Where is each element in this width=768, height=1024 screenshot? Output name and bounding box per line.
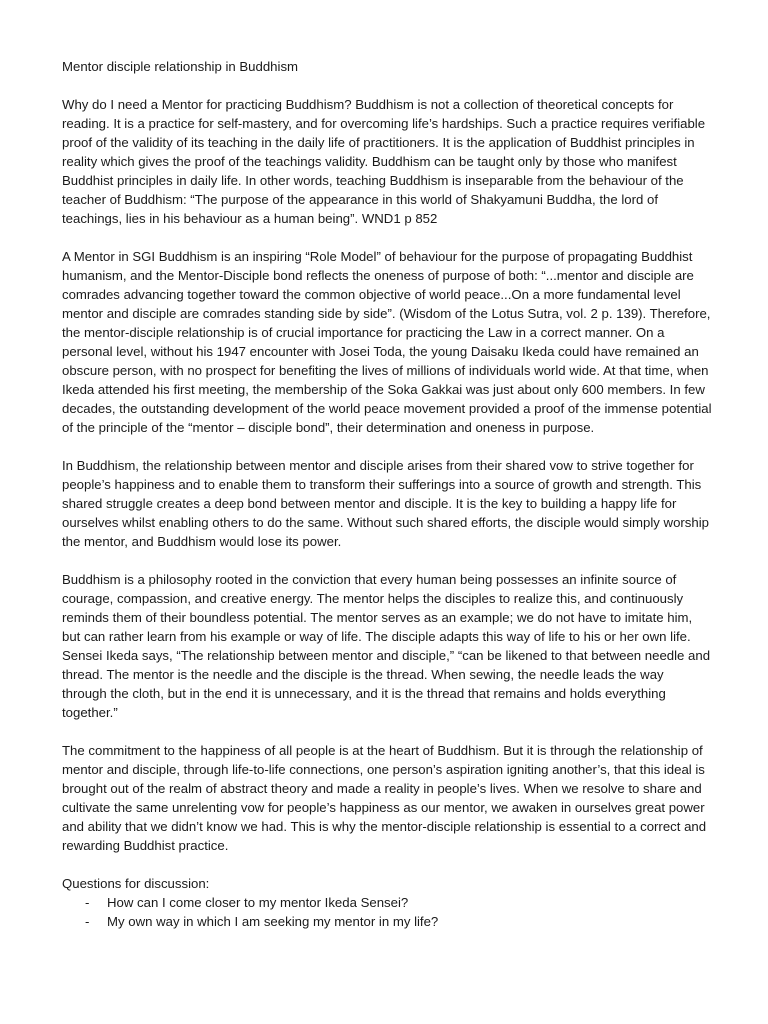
paragraph-commitment: The commitment to the happiness of all people is at the heart of Buddhism. But it is through the relationship of mentor and disciple, through life-to-life connections, one person’s aspiration igniting another’s, that this ideal is brought out of the realm of abstract theory and made a reality in people’s lives. When we resolve to share and cultivate the same unrelenting vow for people’s happiness as our mentor, we awaken in ourselves great power and ability that we didn’t know we had. This is why the mentor-disciple relationship is essential to a correct and rewarding Buddhist practice. bbox=[62, 743, 707, 853]
question-text: My own way in which I am seeking my mentor in my life? bbox=[107, 914, 439, 929]
paragraph-role-model: A Mentor in SGI Buddhism is an inspiring “Role Model” of behaviour for the purpose of propagating Buddhist humanism, and the Mentor-Disciple bond reflects the oneness of purpose of both: “...mentor and disciple are comrades advancing together toward the common objective of world peace...On a more fundamental level mentor and disciple are comrades standing side by side”. (Wisdom of the Lotus Sutra, vol. 2 p. 139). Therefore, the mentor-disciple relationship is of crucial importance for practicing the Law in a correct manner. On a personal level, without his 1947 encounter with Josei Toda, the young Daisaku Ikeda could have remained an obscure person, with no prospect for benefiting the lives of millions of individuals world wide. At that time, when Ikeda attended his first meeting, the membership of the Soka Gakkai was just about only 600 members. In few decades, the outstanding development of the world peace movement provided a proof of the immense potential of the principle of the “mentor – disciple bond”, their determination and oneness in purpose. bbox=[62, 249, 712, 435]
paragraph-shared-vow: In Buddhism, the relationship between mentor and disciple arises from their shared vow to strive together for people’s happiness and to enable them to transform their sufferings into a source of growth and strength. This shared struggle creates a deep bond between mentor and disciple. It is the key to building a happy life for ourselves whilst enabling others to do the same. Without such shared efforts, the disciple would simply worship the mentor, and Buddhism would lose its power. bbox=[62, 458, 709, 549]
question-text: How can I come closer to my mentor Ikeda Sensei? bbox=[107, 895, 409, 910]
paragraph-needle-thread: Buddhism is a philosophy rooted in the conviction that every human being possesses an infinite source of courage, compassion, and creative energy. The mentor helps the disciples to realize this, and continuously reminds them of their boundless potential. The mentor serves as an example; we do not have to imitate him, but can rather learn from his example or way of life. The disciple adapts this way of life to his or her own life. Sensei Ikeda says, “The relationship between mentor and disciple,” “can be likened to that between needle and thread. The mentor is the needle and the disciple is the thread. When sewing, the needle leads the way through the cloth, but in the end it is unnecessary, and it is the thread that remains and holds everything together.” bbox=[62, 572, 711, 720]
questions-list bbox=[62, 893, 712, 931]
list-dash: - bbox=[85, 895, 90, 910]
questions-heading: Questions for discussion: bbox=[62, 876, 210, 891]
list-item bbox=[85, 893, 712, 912]
list-item bbox=[85, 912, 712, 931]
list-dash: - bbox=[85, 914, 90, 929]
paragraph-why-mentor: Why do I need a Mentor for practicing Buddhism? Buddhism is not a collection of theoretical concepts for reading. It is a practice for self-mastery, and for overcoming life’s hardships. Such a practice requires verifiable proof of the validity of its teaching in the daily life of practitioners. It is the application of Buddhist principles in reality which gives the proof of the teachings validity. Buddhism can be taught only by those who manifest Buddhist principles in daily life. In other words, teaching Buddhism is inseparable from the behaviour of the teacher of Buddhism: “The purpose of the appearance in this world of Shakyamuni Buddha, the lord of teachings, lies in his behaviour as a human being”. WND1 p 852 bbox=[62, 97, 706, 226]
document-title: Mentor disciple relationship in Buddhism bbox=[62, 59, 299, 74]
